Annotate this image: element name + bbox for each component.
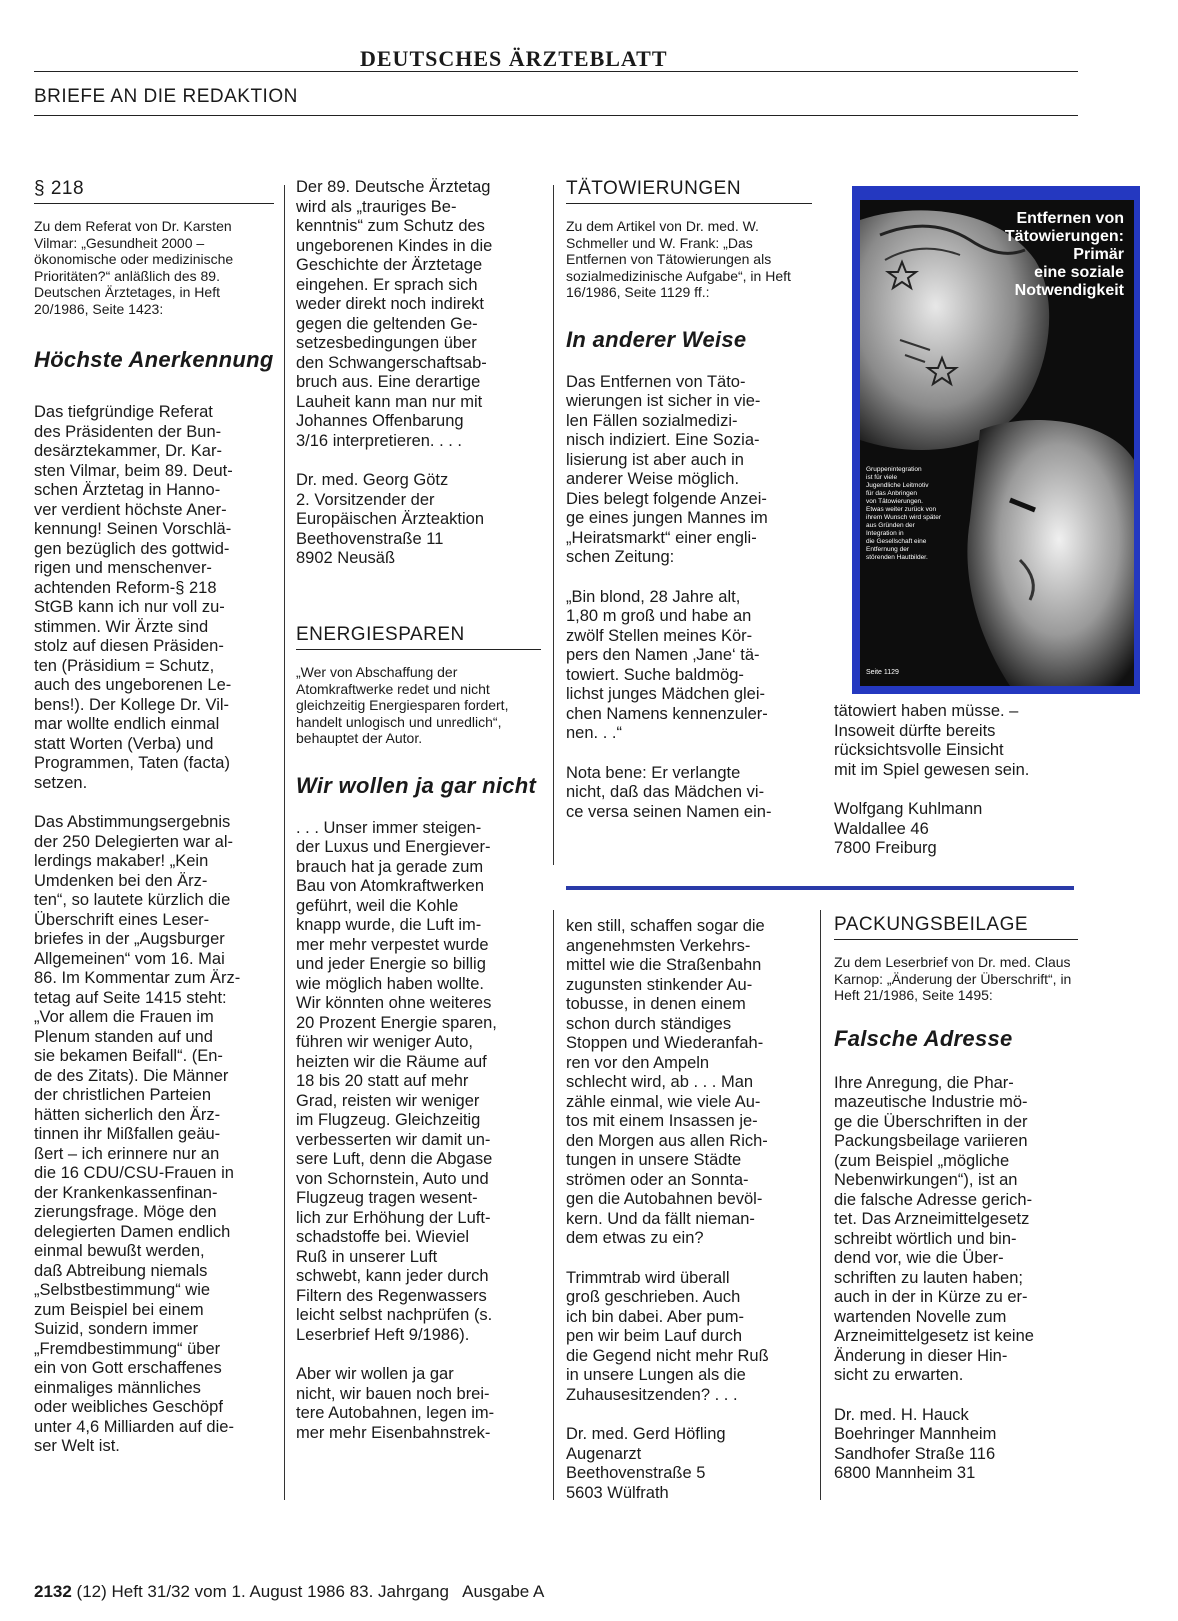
letter-body: ken still, schaffen sogar die angenehmsten Verkehrs- mittel wie die Straßenbahn zugunsten stinkender Au- tobusse, in denen einem schon durch ständiges Stoppen und Wiederanfah- ren vor den Ampeln schlecht wird, ab . . . Man zähle einmal, wie viele Au- tos mit einem Insassen je- den Morgen aus allen Rich- tungen in unsere Städte strömen oder an Sonnta- gen die Autobahnen bevöl- kern. Und da fällt nieman- dem etwas zu ein? — [566, 917, 768, 1247]
letter-headline: Falsche Adresse — [834, 1025, 1013, 1051]
image-title: Entfernen von Tätowierungen: Primär eine soziale Notwendigkeit — [1004, 210, 1124, 299]
kicker-rule — [296, 649, 541, 650]
letter-218 — [34, 178, 274, 1457]
page-number: 2132 — [34, 1582, 72, 1601]
letter-headline: In anderer Weise — [566, 326, 747, 352]
letter-body: Das Abstimmungsergebnis der 250 Delegierten war al- lerdings makaber! „Kein Umdenken bei den Ärz- ten“, so lautete kürzlich die Überschrift eines Leser- briefes in der „Augsburger Allgemeinen“ vom 16. Mai 86. Im Kommentar zum Ärz- tetag auf Seite 1415 steht: „Vor allem die Frauen im Plenum standen auf und sie bekamen Beifall“. (En- de des Zitats). Die Männer der christlichen Parteien hätten sicherlich den Ärz- tinnen ihr Mißfallen geäu- ßert – ich erinnere nur an die 16 CDU/CSU-Frauen in der Krankenkassenfinan- zierungsfrage. Möge den delegierten Damen endlich einmal bewußt werden, daß Abtreibung niemals „Selbstbestimmung“ wie zum Beispiel bei einem Suizid, sondern immer „Fremdbestimmung“ über ein von Gott erschaffenes einmaliges männliches oder weibliches Geschöpf unter 4,6 Milliarden auf die- ser Welt ist. — [34, 813, 241, 1455]
accent-divider — [566, 886, 1074, 890]
letter-body: Nota bene: Er verlangte nicht, daß das Mädchen vi- ce versa seinen Namen ein- — [566, 763, 772, 821]
section-rule — [34, 115, 1078, 116]
letter-energiesparen-continued — [566, 917, 812, 1503]
letter-body: tätowiert haben müsse. – Insoweit dürfte bereits rücksichtsvolle Einsicht mit im Spiel gewesen sein. — [834, 702, 1030, 779]
tattoo-photo — [860, 200, 1134, 686]
column-divider — [553, 185, 554, 865]
masthead-rule — [34, 71, 1078, 72]
section-kicker: PACKUNGSBEILAGE — [834, 914, 1029, 935]
letter-intro: Zu dem Referat von Dr. Karsten Vilmar: „Gesundheit 2000 – ökonomische oder medizinische Prioritäten?“ anläßlich des 89. Deutschen Ärztetages, in Heft 20/1986, Seite 1423: — [34, 218, 234, 317]
issue-info: (12) Heft 31/32 vom 1. August 1986 83. Jahrgang Ausgabe A — [71, 1582, 545, 1601]
section-kicker: § 218 — [34, 178, 85, 199]
letter-signature: Wolfgang Kuhlmann Waldallee 46 7800 Freiburg — [834, 800, 983, 857]
letter-intro: „Wer von Abschaffung der Atomkraftwerke redet und nicht gleichzeitig Energiesparen fordert, handelt unlogisch und unredlich“, behauptet der Autor. — [296, 664, 509, 746]
letter-intro: Zu dem Artikel von Dr. med. W. Schmeller und W. Frank: „Das Entfernen von Tätowierungen als sozialmedizinische Aufgabe“, in Heft 16/1986, Seite 1129 ff.: — [566, 218, 791, 300]
article-image — [852, 186, 1140, 694]
image-caption: Gruppenintegration ist für viele Jugendliche Leitmotiv für das Anbringen von Tätowierungen. Etwas weiter zurück von ihrem Wunsch wird später aus Gründen der Integration in die Gesellschaft eine Entfernung der störenden Hautbilder. — [866, 466, 942, 561]
section-header: BRIEFE AN DIE REDAKTION — [34, 86, 298, 107]
letter-218-continued — [296, 178, 541, 569]
kicker-rule — [834, 939, 1078, 940]
section-kicker: ENERGIESPAREN — [296, 624, 465, 645]
masthead: DEUTSCHES ÄRZTEBLATT — [360, 46, 668, 71]
letter-body: „Bin blond, 28 Jahre alt, 1,80 m groß und habe an zwölf Stellen meines Kör- pers den Namen ‚Jane‘ tä- towiert. Suche baldmög- lichst junges Mädchen glei- chen Namens kennenzuler- nen. . .“ — [566, 587, 768, 742]
image-page-ref: Seite 1129 — [866, 669, 899, 676]
letter-body: Das Entfernen von Täto- wierungen ist sicher in vie- len Fällen sozialmedizi- nisch indiziert. Eine Sozia- lisierung ist aber auch in anderer Weise möglich. Dies belegt folgende Anzei- ge eines jungen Mannes im „Heiratsmarkt“ einer engli- schen Zeitung: — [566, 372, 768, 566]
letter-energiesparen — [296, 624, 541, 1443]
letter-body: . . . Unser immer steigen- der Luxus und Energiever- brauch hat ja gerade zum Bau von Atomkraftwerken geführt, weil die Kohle knapp wurde, die Luft im- mer mehr verpestet wurde und jeder Energie so billig wie möglich haben wollte. Wir könnten ohne weiteres 20 Prozent Energie sparen, führen wir weniger Auto, heizten wir die Räume auf 18 bis 20 statt auf mehr Grad, reisten wir weniger im Flugzeug. Gleichzeitig verbesserten wir damit un- sere Luft, denn die Abgase von Schornstein, Auto und Flugzeug tragen wesent- lich zur Erhöhung der Luft- schadstoffe bei. Wieviel Ruß in unserer Luft schwebt, kann jeder durch Filtern des Regenwassers leicht selbst nachprüfen (s. Leserbrief Heft 9/1986). — [296, 818, 497, 1344]
page-footer — [34, 1582, 544, 1602]
column-divider — [553, 910, 554, 1500]
letter-headline: Höchste Anerkennung — [34, 347, 274, 372]
letter-body: Aber wir wollen ja gar nicht, wir bauen noch brei- tere Autobahnen, legen im- mer mehr Eisenbahnstrek- — [296, 1365, 495, 1442]
letter-body: Das tiefgründige Referat des Präsidenten der Bun- desärztekammer, Dr. Kar- sten Vilmar, beim 89. Deut- schen Ärztetag in Hanno- ver verdient höchste Aner- kennung! Seinen Vorschlä- gen bezüglich des gottwid- rigen und menschenver- achtenden Reform-§ 218 StGB kann ich nur voll zu- stimmen. Wir Ärzte sind stolz auf diesen Präsiden- ten (Präsidium = Schutz, auch des ungeborenen Le- bens!). Der Kollege Dr. Vil- mar wollte endlich einmal statt Worten (Verba) und Programmen, Taten (facta) setzen. — [34, 403, 233, 792]
letter-taetowierungen — [566, 178, 812, 822]
letter-signature: Dr. med. Gerd Höfling Augenarzt Beethovenstraße 5 5603 Wülfrath — [566, 1425, 726, 1502]
letter-headline: Wir wollen ja gar nicht — [296, 772, 537, 798]
column-divider — [820, 910, 821, 1500]
kicker-rule — [566, 203, 812, 204]
letter-body: Trimmtrab wird überall groß geschrieben. Auch ich bin dabei. Aber pum- pen wir beim Lauf durch die Gegend nicht mehr Ruß in unsere Lungen als die Zuhausesitzenden? . . . — [566, 1268, 769, 1404]
letter-body: Der 89. Deutsche Ärztetag wird als „trauriges Be- kenntnis“ zum Schutz des ungeborenen Kindes in die Geschichte der Ärztetage eingehen. Er sprach sich weder direkt noch indirekt gegen die geltenden Ge- setzesbedingungen über den Schwangerschaftsab- bruch aus. Eine derartige Lauheit kann man nur mit Johannes Offenbarung 3/16 interpretieren. . . . — [296, 178, 493, 450]
section-kicker: TÄTOWIERUNGEN — [566, 178, 742, 199]
letter-signature: Dr. med. H. Hauck Boehringer Mannheim Sandhofer Straße 116 6800 Mannheim 31 — [834, 1405, 997, 1482]
letter-body: Ihre Anregung, die Phar- mazeutische Industrie mö- ge die Überschriften in der Packungsbeilage variieren (zum Beispiel „mögliche Nebenwirkungen“), ist an die falsche Adresse gerich- tet. Das Arzneimittelgesetz schreibt wörtlich und bin- dend vor, wie die Über- schriften zu lauten haben; auch in der in Kürze zu er- wartenden Novelle zum Arzneimittelgesetz ist keine Änderung in dieser Hin- sicht zu erwarten. — [834, 1073, 1034, 1384]
kicker-rule — [34, 203, 274, 204]
letter-signature: Dr. med. Georg Götz 2. Vorsitzender der Europäischen Ärzteaktion Beethovenstraße 11 8902 Neusäß — [296, 471, 485, 567]
column-divider — [284, 185, 285, 1500]
letter-taetowierungen-continued — [834, 702, 1078, 859]
letter-packungsbeilage — [834, 914, 1078, 1484]
letter-intro: Zu dem Leserbrief von Dr. med. Claus Karnop: „Änderung der Überschrift“, in Heft 21/1986, Seite 1495: — [834, 954, 1072, 1003]
